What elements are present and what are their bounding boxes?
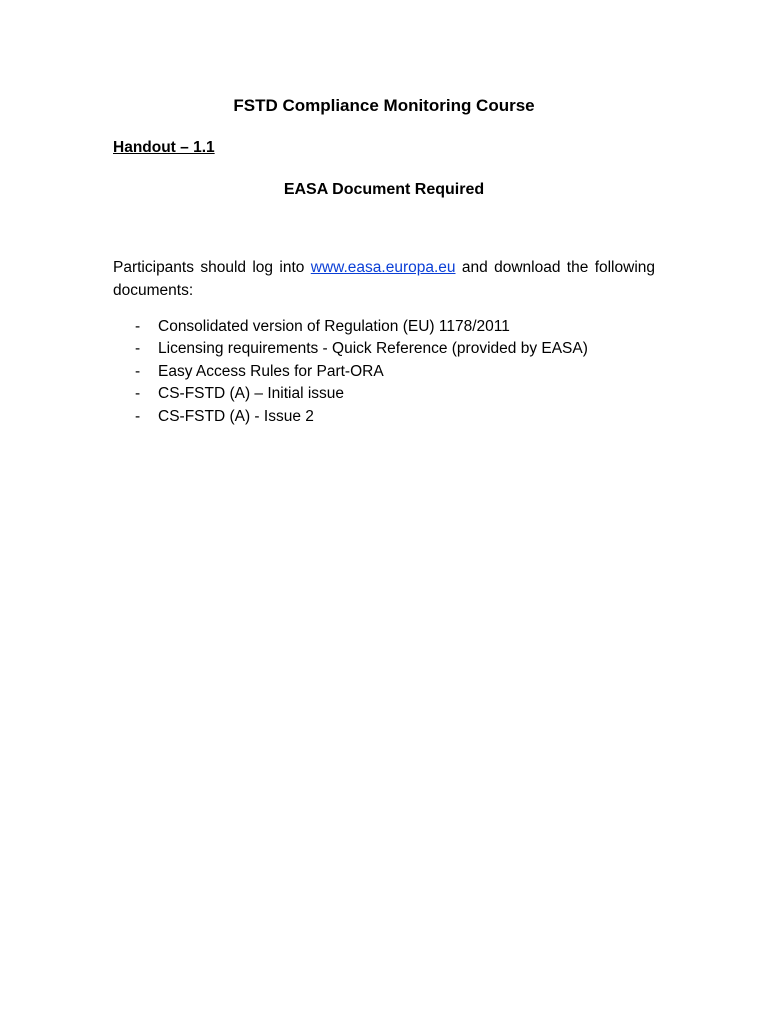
list-item-text: Licensing requirements - Quick Reference (provided by EASA)	[158, 340, 588, 358]
document-list	[113, 316, 673, 428]
list-item	[113, 406, 673, 428]
handout-label: Handout – 1.1	[113, 139, 215, 156]
list-item-text: CS-FSTD (A) - Issue 2	[158, 407, 314, 425]
list-marker: -	[135, 318, 141, 335]
easa-website-link[interactable]: www.easa.europa.eu	[310, 259, 456, 276]
section-subtitle: EASA Document Required	[283, 181, 485, 198]
list-item-text: Consolidated version of Regulation (EU) 1178/2011	[158, 318, 510, 335]
list-item	[113, 383, 673, 405]
list-item-text: Easy Access Rules for Part-ORA	[158, 362, 384, 380]
list-item	[113, 316, 673, 338]
list-item-text: CS-FSTD (A) – Initial issue	[158, 385, 345, 403]
list-marker: -	[135, 362, 141, 380]
list-item	[113, 361, 673, 383]
intro-paragraph	[113, 257, 655, 302]
intro-text-after: and download the following documents:	[113, 259, 656, 299]
list-marker: -	[135, 385, 141, 403]
list-marker: -	[135, 340, 141, 358]
list-item	[113, 338, 673, 360]
list-marker: -	[135, 407, 141, 425]
intro-text-before: Participants should log into	[113, 259, 311, 276]
page-title: FSTD Compliance Monitoring Course	[233, 96, 535, 115]
